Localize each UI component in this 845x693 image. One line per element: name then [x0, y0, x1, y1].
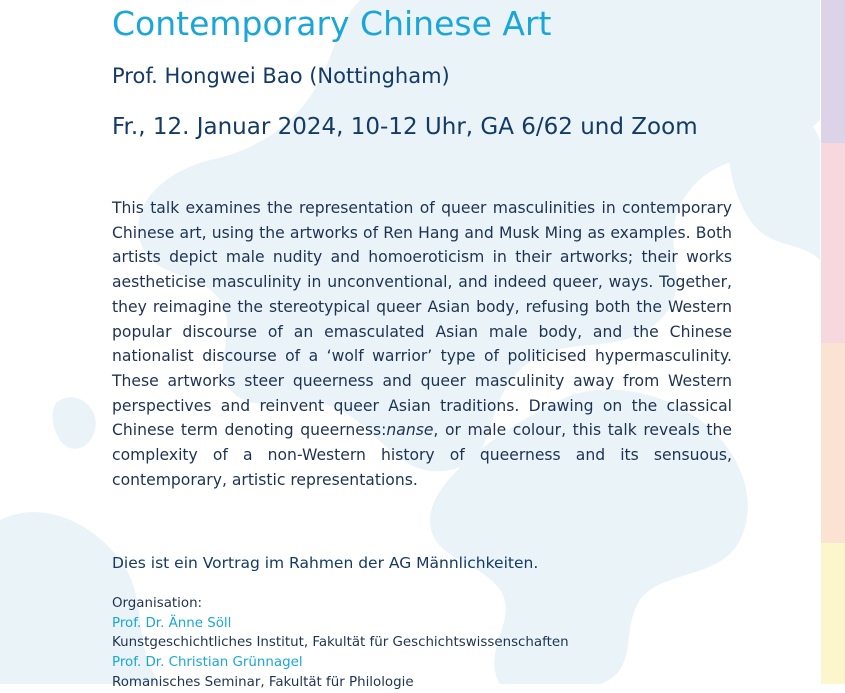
event-title: Contemporary Chinese Art	[112, 4, 552, 43]
abstract-term: nanse	[386, 421, 434, 440]
color-stripe-pink	[821, 143, 845, 343]
organisation-label: Organisation:	[112, 596, 203, 611]
abstract-text-start: This talk examines the representation of queer masculinities in contemporary Chinese art, using the artworks of Ren Hang and Musk Ming as examples. Both artists depict male nudity and homoeroticism in their artworks; their works aestheticise masculinity in unconventional, and indeed queer, ways. Together, they reimagine the stereotypical queer Asian body, refusing both the Western popular discourse of an emasculated Asian male body, and the Chinese nationalist discourse of a ‘wolf warrior’ type of politicised hypermasculinity. These artworks steer queerness and queer masculinity away from Western perspectives and reinvent queer Asian traditions. Drawing on the classical Chinese term denoting queerness:	[112, 199, 732, 440]
organiser-affiliation: Romanisches Seminar, Fakultät für Philologie	[112, 674, 414, 690]
organiser-name: Prof. Dr. Christian Grünnagel	[112, 655, 303, 671]
event-date-location: Fr., 12. Januar 2024, 10-12 Uhr, GA 6/62 und Zoom	[112, 114, 698, 140]
color-stripe-peach	[821, 343, 845, 543]
abstract-paragraph	[112, 196, 732, 492]
speaker-name: Prof. Hongwei Bao (Nottingham)	[112, 64, 450, 88]
color-stripe-lavender	[821, 0, 845, 143]
lecture-series-note: Dies ist ein Vortrag im Rahmen der AG Männlichkeiten.	[112, 554, 539, 572]
color-stripe-yellow	[821, 543, 845, 684]
abstract-text-end: , or male colour, this talk reveals the complexity of a non-Western history of queerness and its sensuous, contemporary, artistic representations.	[112, 421, 733, 489]
organisation-block	[112, 594, 569, 693]
organiser-name: Prof. Dr. Änne Söll	[112, 615, 232, 631]
organiser-affiliation: Kunstgeschichtliches Institut, Fakultät für Geschichtswissenschaften	[112, 635, 569, 651]
